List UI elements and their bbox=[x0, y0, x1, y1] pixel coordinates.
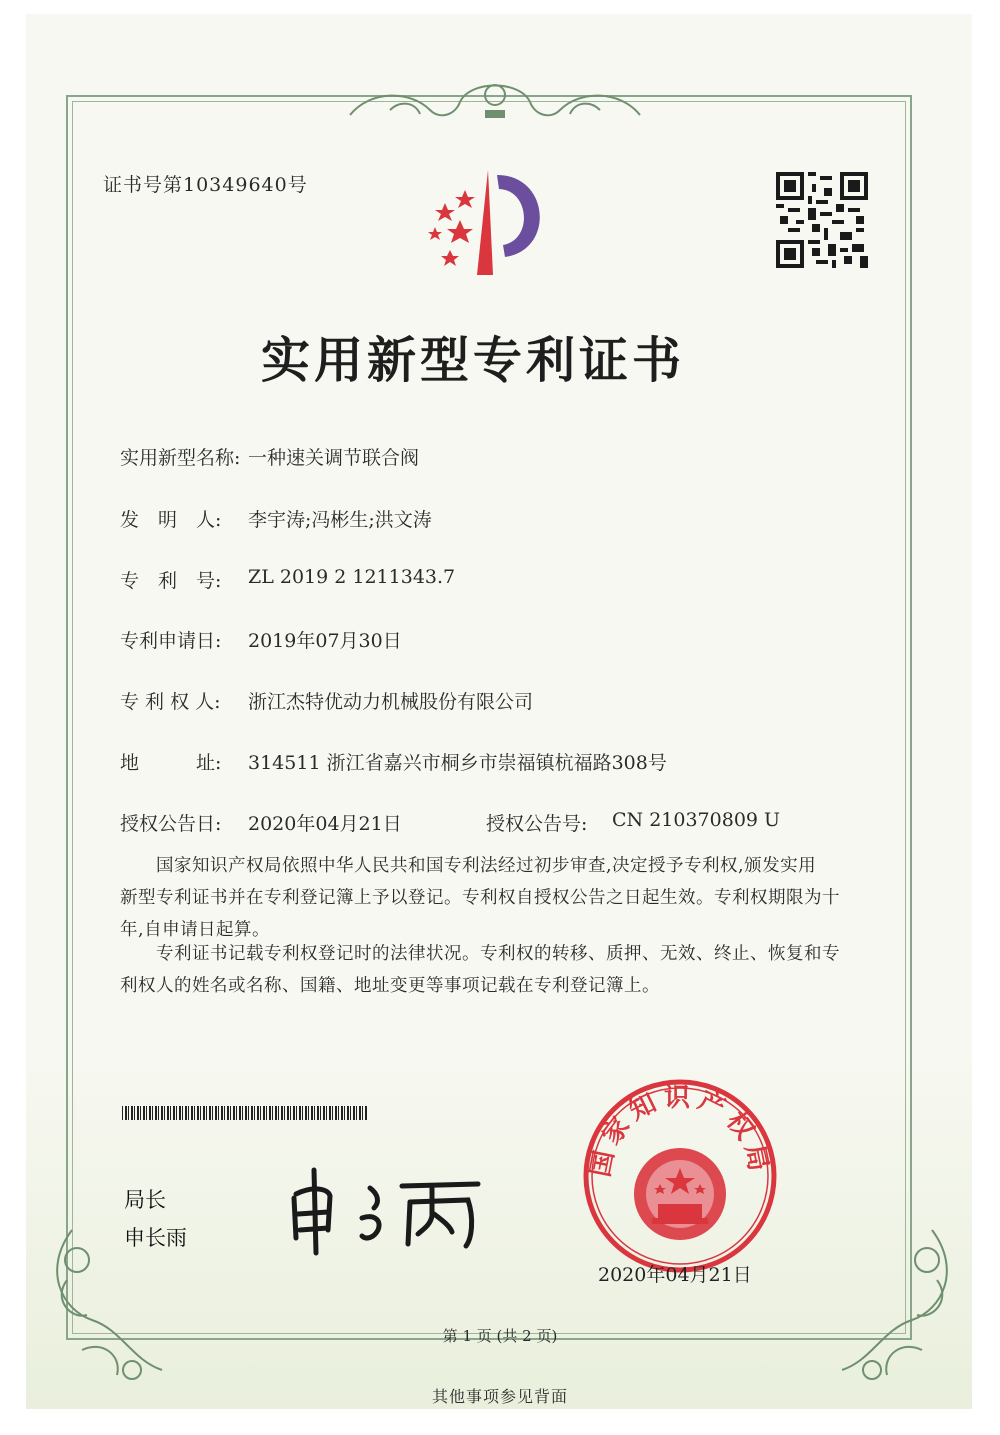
name-label: 实用新型名称: bbox=[120, 447, 241, 469]
inventor-label: 发 明 人: bbox=[120, 509, 222, 531]
filing-date-value: 2019年07月30日 bbox=[248, 630, 402, 652]
bottom-right-ornament-icon bbox=[832, 1220, 972, 1400]
seal-date: 2020年04月21日 bbox=[598, 1264, 752, 1286]
national-emblem-icon bbox=[580, 1076, 780, 1276]
patentee-label: 专 利 权 人: bbox=[120, 691, 221, 713]
back-note: 其他事项参见背面 bbox=[431, 1387, 568, 1406]
signature-icon bbox=[282, 1158, 492, 1258]
paragraph-line: 专利证书记载专利权登记时的法律状况。专利权的转移、质押、无效、终止、恢复和专 bbox=[156, 944, 840, 964]
patent-no-value: ZL 2019 2 1211343.7 bbox=[248, 566, 456, 588]
seal-text: 国家知识产权局 bbox=[585, 1083, 775, 1180]
paragraph-line: 年,自申请日起算。 bbox=[120, 920, 271, 940]
address-value: 314511 浙江省嘉兴市桐乡市崇福镇杭福路308号 bbox=[248, 752, 667, 774]
address-label: 地 址: bbox=[120, 752, 222, 774]
paragraph-line: 利权人的姓名或名称、国籍、地址变更等事项记载在专利登记簿上。 bbox=[120, 976, 660, 996]
grant-no-label: 授权公告号: bbox=[486, 813, 588, 835]
certificate-number: 证书号第10349640号 bbox=[103, 174, 308, 196]
statement-paragraph-1 bbox=[120, 850, 860, 946]
page-number: 第 1 页 (共 2 页) bbox=[442, 1327, 558, 1345]
statement-paragraph-2 bbox=[120, 938, 860, 1002]
patent-no-label: 专 利 号: bbox=[120, 570, 222, 592]
filing-date-label: 专利申请日: bbox=[120, 630, 222, 652]
director-title: 局长 bbox=[124, 1188, 166, 1212]
name-value: 一种速关调节联合阀 bbox=[248, 447, 420, 469]
frame-inner bbox=[72, 101, 906, 1334]
inventor-value: 李宇涛;冯彬生;洪文涛 bbox=[248, 509, 432, 531]
barcode-icon bbox=[122, 1106, 368, 1120]
director-name: 申长雨 bbox=[124, 1226, 187, 1250]
grant-date-label: 授权公告日: bbox=[120, 813, 222, 835]
patent-logo-icon bbox=[415, 165, 565, 285]
paragraph-line: 新型专利证书并在专利登记簿上予以登记。专利权自授权公告之日起生效。专利权期限为十 bbox=[120, 888, 840, 908]
qr-code-icon bbox=[776, 172, 868, 268]
grant-date-value: 2020年04月21日 bbox=[248, 813, 402, 835]
grant-no-value: CN 210370809 U bbox=[612, 809, 781, 831]
paragraph-line: 国家知识产权局依照中华人民共和国专利法经过初步审查,决定授予专利权,颁发实用 bbox=[156, 856, 817, 876]
top-ornament-icon bbox=[330, 70, 660, 126]
certificate-title: 实用新型专利证书 bbox=[260, 331, 685, 389]
patentee-value: 浙江杰特优动力机械股份有限公司 bbox=[248, 691, 534, 713]
